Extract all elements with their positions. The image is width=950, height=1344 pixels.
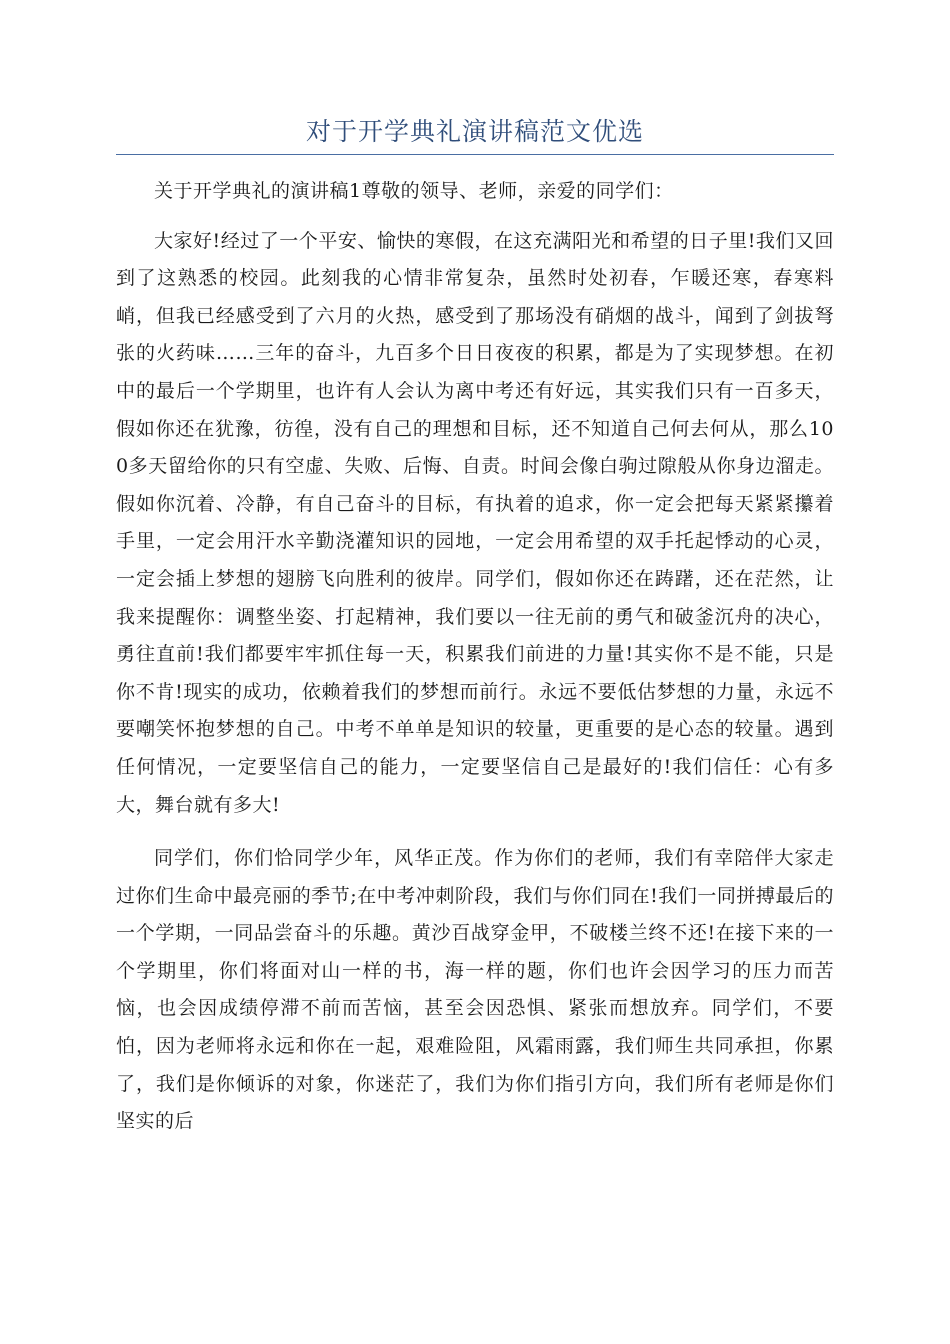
document-title: 对于开学典礼演讲稿范文优选 <box>305 117 644 146</box>
title-underline <box>116 154 834 155</box>
paragraph-greeting: 关于开学典礼的演讲稿1尊敬的领导、老师，亲爱的同学们： <box>154 180 674 202</box>
document-body <box>116 173 834 1157</box>
paragraph-body-1: 大家好!经过了一个平安、愉快的寒假，在这充满阳光和希望的日子里!我们又回到了这熟悉的校园。此刻我的心情非常复杂，虽然时处初春，乍暖还寒，春寒料峭，但我已经感受到了六月的火热，感受到了那场没有硝烟的战斗，闻到了剑拔弩张的火药味……三年的奋斗，九百多个日日夜夜的积累，都是为了实现梦想。在初中的最后一个学期里，也许有人会认为离中考还有好远，其实我们只有一百多天，假如你还在犹豫，彷徨，没有自己的理想和目标，还不知道自己何去何从，那么100多天留给你的只有空虚、失败、后悔、自责。时间会像白驹过隙般从你身边溜走。假如你沉着、冷静，有自己奋斗的目标，有执着的追求，你一定会把每天紧紧攥着手里，一定会用汗水辛勤浇灌知识的园地，一定会用希望的双手托起悸动的心灵，一定会插上梦想的翅膀飞向胜利的彼岸。同学们，假如你还在踌躇，还在茫然，让我来提醒你：调整坐姿、打起精神，我们要以一往无前的勇气和破釜沉舟的决心，勇往直前!我们都要牢牢抓住每一天，积累我们前进的力量!其实你不是不能，只是你不肯!现实的成功，依赖着我们的梦想而前行。永远不要低估梦想的力量，永远不要嘲笑怀抱梦想的自己。中考不单单是知识的较量，更重要的是心态的较量。遇到任何情况，一定要坚信自己的能力，一定要坚信自己是最好的!我们信任：心有多大，舞台就有多大! <box>116 229 834 816</box>
paragraph-body-2: 同学们，你们恰同学少年，风华正茂。作为你们的老师，我们有幸陪伴大家走过你们生命中最亮丽的季节;在中考冲刺阶段，我们与你们同在!我们一同拼搏最后的一个学期，一同品尝奋斗的乐趣。黄沙百战穿金甲，不破楼兰终不还!在接下来的一个学期里，你们将面对山一样的书，海一样的题，你们也许会因学习的压力而苦恼，也会因成绩停滞不前而苦恼，甚至会因恐惧、紧张而想放弃。同学们，不要怕，因为老师将永远和你在一起，艰难险阻，风霜雨露，我们师生共同承担，你累了，我们是你倾诉的对象，你迷茫了，我们为你们指引方向，我们所有老师是你们坚实的后 <box>116 847 834 1133</box>
